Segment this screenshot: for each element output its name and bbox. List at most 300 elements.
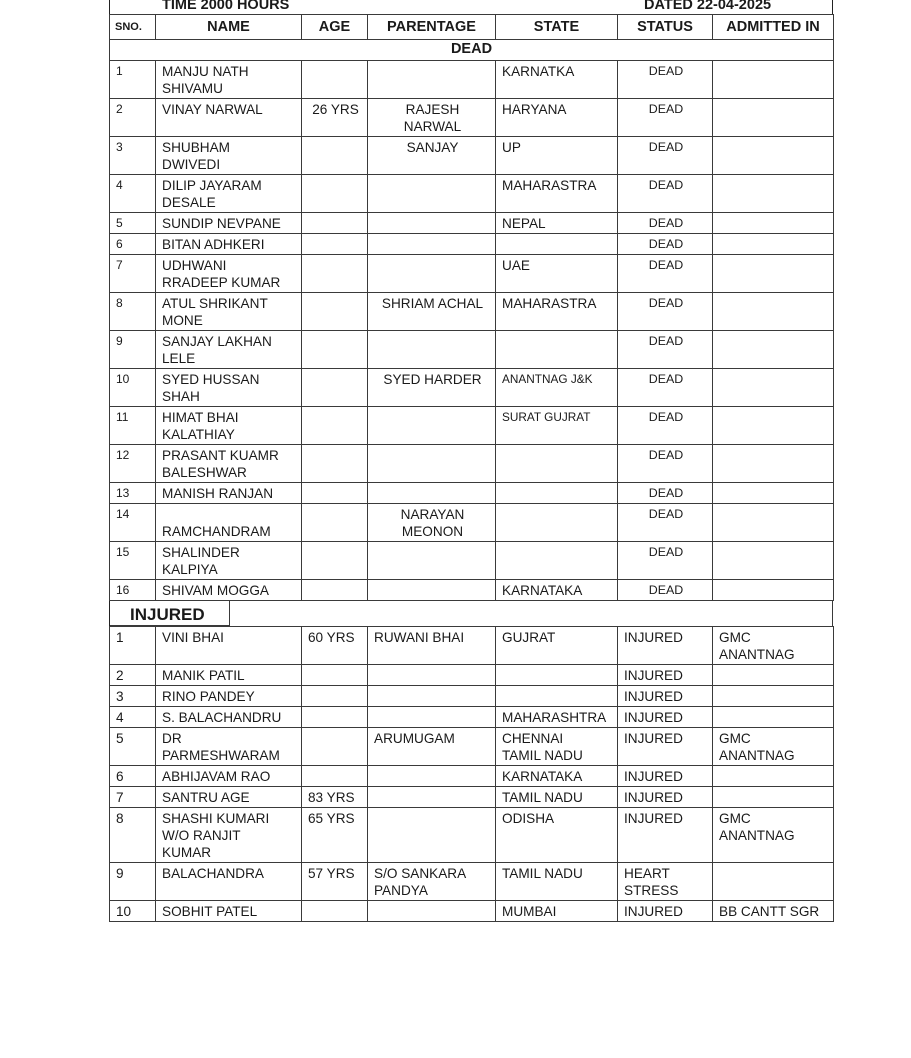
cell-name (156, 369, 302, 407)
cell-admitted-line: GMC (719, 811, 751, 826)
cell-age (302, 665, 368, 686)
cell-admitted-line: ANANTNAG (719, 647, 795, 662)
cell-state (496, 686, 618, 707)
cell-name (156, 137, 302, 175)
table-row (110, 665, 834, 686)
cell-name-line: BITAN ADHKERI (162, 237, 265, 252)
cell-status-line: INJURED (624, 769, 683, 784)
table-row (110, 901, 834, 922)
cell-admitted (713, 445, 834, 483)
cell-admitted (713, 99, 834, 137)
cell-name (156, 99, 302, 137)
cell-parentage (368, 665, 496, 686)
col-header-admitted: ADMITTED IN (713, 15, 834, 40)
cell-name-line: RRADEEP KUMAR (162, 275, 281, 290)
cell-sno: 7 (110, 255, 156, 293)
cell-admitted-line: ANANTNAG (719, 748, 795, 763)
cell-parentage (368, 766, 496, 787)
cell-name (156, 504, 302, 542)
cell-admitted (713, 863, 834, 901)
casualty-list-document (109, 0, 833, 922)
table-row (110, 445, 834, 483)
cell-status-line: INJURED (624, 689, 683, 704)
cell-sno: 4 (110, 707, 156, 728)
col-header-name: NAME (156, 15, 302, 40)
cell-state: KARNATAKA (496, 580, 618, 601)
cell-status: DEAD (618, 175, 713, 213)
cell-name-line: SHASHI KUMARI (162, 811, 270, 826)
cell-parentage (368, 213, 496, 234)
cell-sno: 10 (110, 901, 156, 922)
dead-section-title: DEAD (110, 40, 834, 61)
cell-sno: 15 (110, 542, 156, 580)
cell-name (156, 483, 302, 504)
cell-admitted (713, 293, 834, 331)
cell-name-line: BALESHWAR (162, 465, 247, 480)
cell-status: DEAD (618, 255, 713, 293)
cell-admitted-line: GMC (719, 731, 751, 746)
table-row (110, 175, 834, 213)
cell-name (156, 407, 302, 445)
injured-section-header (109, 601, 833, 626)
cell-age: 83 YRS (302, 787, 368, 808)
col-header-parentage: PARENTAGE (368, 15, 496, 40)
cell-parentage (368, 728, 496, 766)
cell-status (618, 627, 713, 665)
cell-admitted (713, 331, 834, 369)
cell-parentage (368, 627, 496, 665)
cell-age (302, 504, 368, 542)
cell-state (496, 707, 618, 728)
cell-name-line: LELE (162, 351, 196, 366)
cell-state (496, 504, 618, 542)
cell-status: DEAD (618, 445, 713, 483)
cell-admitted (713, 504, 834, 542)
cell-admitted (713, 707, 834, 728)
cell-sno: 5 (110, 728, 156, 766)
cell-sno: 16 (110, 580, 156, 601)
cell-name-line: SHALINDER (162, 545, 240, 560)
cell-state: MAHARASTRA (496, 175, 618, 213)
cell-name-line: MANJU NATH (162, 64, 249, 79)
table-row (110, 331, 834, 369)
cell-name (156, 901, 302, 922)
document-header (109, 0, 833, 14)
cell-age (302, 707, 368, 728)
cell-status-line: HEART (624, 866, 670, 881)
cell-sno: 1 (110, 627, 156, 665)
cell-name-line: ABHIJAVAM RAO (162, 769, 271, 784)
cell-sno: 7 (110, 787, 156, 808)
cell-age (302, 483, 368, 504)
cell-parentage (368, 542, 496, 580)
cell-sno: 14 (110, 504, 156, 542)
cell-name-line: SANJAY LAKHAN (162, 334, 272, 349)
cell-state-line: KARNATAKA (502, 769, 583, 784)
cell-age (302, 766, 368, 787)
cell-status: DEAD (618, 213, 713, 234)
cell-age (302, 901, 368, 922)
injured-table (109, 626, 834, 922)
cell-sno: 11 (110, 407, 156, 445)
table-row (110, 542, 834, 580)
cell-parentage-line: RAJESH (405, 102, 460, 117)
cell-status-line: INJURED (624, 790, 683, 805)
cell-sno: 9 (110, 331, 156, 369)
cell-parentage (368, 445, 496, 483)
table-row (110, 213, 834, 234)
cell-state (496, 234, 618, 255)
cell-state (496, 627, 618, 665)
cell-age (302, 445, 368, 483)
cell-status (618, 665, 713, 686)
cell-status: DEAD (618, 293, 713, 331)
cell-parentage (368, 901, 496, 922)
cell-admitted (713, 808, 834, 863)
cell-name-line: MANIK PATIL (162, 668, 245, 683)
cell-name-line: PARMESHWARAM (162, 748, 280, 763)
cell-name-line: SHAH (162, 389, 200, 404)
cell-parentage (368, 580, 496, 601)
cell-state (496, 331, 618, 369)
cell-status: DEAD (618, 234, 713, 255)
cell-name-line: DR (162, 731, 182, 746)
cell-age (302, 234, 368, 255)
cell-state-line: CHENNAI (502, 731, 564, 746)
cell-status (618, 901, 713, 922)
cell-admitted (713, 213, 834, 234)
cell-age (302, 542, 368, 580)
cell-name (156, 665, 302, 686)
cell-admitted-line: GMC (719, 630, 751, 645)
cell-state-line: MAHARASHTRA (502, 710, 607, 725)
cell-parentage (368, 255, 496, 293)
cell-name (156, 707, 302, 728)
cell-age: 26 YRS (302, 99, 368, 137)
cell-parentage (368, 369, 496, 407)
cell-admitted (713, 665, 834, 686)
table-row (110, 137, 834, 175)
cell-state-line: TAMIL NADU (502, 748, 583, 763)
cell-admitted (713, 542, 834, 580)
cell-state: UAE (496, 255, 618, 293)
cell-age: 60 YRS (302, 627, 368, 665)
table-row (110, 627, 834, 665)
cell-admitted (713, 627, 834, 665)
cell-parentage-line: MEONON (401, 524, 464, 539)
cell-state: UP (496, 137, 618, 175)
column-header-row (110, 15, 834, 40)
cell-parentage-line: RUWANI BHAI (374, 630, 465, 645)
report-date: DATED 22-04-2025 (644, 0, 772, 13)
cell-name (156, 787, 302, 808)
cell-name-line: DWIVEDI (162, 157, 221, 172)
cell-admitted (713, 787, 834, 808)
cell-status-line: STRESS (624, 883, 679, 898)
cell-name-line: KALATHIAY (162, 427, 235, 442)
cell-admitted (713, 407, 834, 445)
cell-state (496, 665, 618, 686)
cell-status (618, 728, 713, 766)
cell-name-line: HIMAT BHAI (162, 410, 239, 425)
cell-sno: 8 (110, 808, 156, 863)
cell-admitted (713, 580, 834, 601)
cell-admitted (713, 175, 834, 213)
col-header-state: STATE (496, 15, 618, 40)
cell-sno: 6 (110, 766, 156, 787)
col-header-age: AGE (302, 15, 368, 40)
cell-age (302, 293, 368, 331)
cell-name-line (162, 506, 297, 523)
cell-name-line: KALPIYA (162, 562, 218, 577)
cell-state (496, 766, 618, 787)
cell-status: DEAD (618, 542, 713, 580)
cell-status (618, 863, 713, 901)
table-row (110, 99, 834, 137)
cell-admitted-line: ANANTNAG (719, 828, 795, 843)
cell-name (156, 234, 302, 255)
cell-sno: 8 (110, 293, 156, 331)
cell-age: 57 YRS (302, 863, 368, 901)
cell-sno: 4 (110, 175, 156, 213)
table-row (110, 61, 834, 99)
cell-parentage (368, 808, 496, 863)
cell-admitted (713, 137, 834, 175)
cell-name-line: SOBHIT PATEL (162, 904, 258, 919)
cell-name (156, 293, 302, 331)
cell-status-line: INJURED (624, 904, 683, 919)
cell-name-line: DESALE (162, 195, 216, 210)
cell-name (156, 255, 302, 293)
cell-age (302, 686, 368, 707)
cell-status: DEAD (618, 61, 713, 99)
cell-sno: 3 (110, 686, 156, 707)
cell-sno: 5 (110, 213, 156, 234)
cell-parentage (368, 504, 496, 542)
cell-sno: 1 (110, 61, 156, 99)
cell-status (618, 808, 713, 863)
cell-name (156, 580, 302, 601)
cell-age (302, 331, 368, 369)
cell-parentage-line: S/O SANKARA (374, 866, 467, 881)
table-row (110, 766, 834, 787)
cell-status (618, 787, 713, 808)
cell-status: DEAD (618, 580, 713, 601)
cell-state (496, 863, 618, 901)
col-header-status: STATUS (618, 15, 713, 40)
cell-name-line: ATUL SHRIKANT (162, 296, 268, 311)
cell-name (156, 863, 302, 901)
table-row (110, 255, 834, 293)
cell-parentage (368, 61, 496, 99)
cell-parentage (368, 99, 496, 137)
cell-status (618, 686, 713, 707)
table-row (110, 728, 834, 766)
cell-status: DEAD (618, 483, 713, 504)
cell-status: DEAD (618, 99, 713, 137)
cell-age (302, 580, 368, 601)
cell-parentage (368, 137, 496, 175)
cell-status (618, 707, 713, 728)
cell-admitted (713, 369, 834, 407)
cell-state-line: MUMBAI (502, 904, 557, 919)
table-row (110, 293, 834, 331)
cell-status: DEAD (618, 331, 713, 369)
cell-sno: 12 (110, 445, 156, 483)
cell-age (302, 728, 368, 766)
cell-admitted (713, 483, 834, 504)
cell-name (156, 686, 302, 707)
table-row (110, 369, 834, 407)
cell-name (156, 627, 302, 665)
cell-sno: 13 (110, 483, 156, 504)
cell-sno: 6 (110, 234, 156, 255)
cell-parentage (368, 331, 496, 369)
cell-state (496, 901, 618, 922)
cell-name-line: SHUBHAM (162, 140, 230, 155)
cell-age (302, 255, 368, 293)
cell-state-line: TAMIL NADU (502, 866, 583, 881)
cell-name-line: DILIP JAYARAM (162, 178, 262, 193)
cell-parentage-line: SHRIAM ACHAL (381, 296, 484, 311)
dead-table (109, 14, 834, 601)
table-row (110, 863, 834, 901)
cell-state (496, 728, 618, 766)
cell-name (156, 331, 302, 369)
cell-parentage (368, 787, 496, 808)
cell-name-line: SANTRU AGE (162, 790, 250, 805)
cell-name (156, 808, 302, 863)
cell-state-line: TAMIL NADU (502, 790, 583, 805)
injured-rows (110, 627, 834, 922)
table-row (110, 504, 834, 542)
cell-parentage-line: NARAYAN (400, 507, 465, 522)
cell-sno: 2 (110, 99, 156, 137)
cell-state (496, 808, 618, 863)
cell-status-line: INJURED (624, 811, 683, 826)
cell-state (496, 483, 618, 504)
table-row (110, 707, 834, 728)
cell-parentage (368, 234, 496, 255)
cell-age (302, 61, 368, 99)
cell-name (156, 213, 302, 234)
cell-name-line: VINAY NARWAL (162, 102, 263, 117)
injured-section-title: INJURED (110, 601, 230, 626)
cell-admitted-line: BB CANTT SGR (719, 904, 820, 919)
cell-name-line: UDHWANI (162, 258, 227, 273)
table-row (110, 234, 834, 255)
cell-state: HARYANA (496, 99, 618, 137)
cell-name-line: PRASANT KUAMR (162, 448, 279, 463)
cell-age: 65 YRS (302, 808, 368, 863)
cell-state (496, 787, 618, 808)
report-time: TIME 2000 HOURS (162, 0, 290, 13)
cell-parentage-line: NARWAL (403, 119, 462, 134)
cell-sno: 3 (110, 137, 156, 175)
cell-name-line: W/O RANJIT (162, 828, 241, 843)
cell-state: SURAT GUJRAT (496, 407, 618, 445)
cell-admitted (713, 686, 834, 707)
cell-parentage (368, 686, 496, 707)
cell-status (618, 766, 713, 787)
cell-status-line: INJURED (624, 710, 683, 725)
cell-admitted (713, 901, 834, 922)
cell-name-line: SHIVAMU (162, 81, 223, 96)
cell-state (496, 542, 618, 580)
cell-parentage-line: SANJAY (406, 140, 459, 155)
cell-name (156, 766, 302, 787)
cell-name-line: KUMAR (162, 845, 212, 860)
cell-state: MAHARASTRA (496, 293, 618, 331)
cell-parentage-line: SYED HARDER (383, 372, 482, 387)
cell-status: DEAD (618, 504, 713, 542)
table-row (110, 808, 834, 863)
cell-age (302, 175, 368, 213)
table-row (110, 407, 834, 445)
cell-parentage (368, 707, 496, 728)
cell-name-line: MANISH RANJAN (162, 486, 274, 501)
dead-section-row (110, 40, 834, 61)
cell-name-line: SYED HUSSAN (162, 372, 260, 387)
cell-age (302, 137, 368, 175)
cell-name-line: BALACHANDRA (162, 866, 264, 881)
cell-admitted (713, 234, 834, 255)
cell-sno: 2 (110, 665, 156, 686)
table-row (110, 580, 834, 601)
cell-status-line: INJURED (624, 630, 683, 645)
cell-parentage (368, 293, 496, 331)
table-row (110, 686, 834, 707)
cell-name-line: SUNDIP NEVPANE (162, 216, 281, 231)
cell-state: KARNATKA (496, 61, 618, 99)
cell-status: DEAD (618, 407, 713, 445)
cell-status: DEAD (618, 369, 713, 407)
cell-state: NEPAL (496, 213, 618, 234)
cell-name (156, 728, 302, 766)
cell-name-line: S. BALACHANDRU (162, 710, 282, 725)
cell-state (496, 445, 618, 483)
cell-sno: 10 (110, 369, 156, 407)
table-row (110, 483, 834, 504)
cell-parentage (368, 483, 496, 504)
cell-name-line: MONE (162, 313, 203, 328)
cell-state: ANANTNAG J&K (496, 369, 618, 407)
cell-age (302, 369, 368, 407)
cell-status-line: INJURED (624, 731, 683, 746)
cell-name (156, 61, 302, 99)
cell-admitted (713, 728, 834, 766)
cell-name (156, 175, 302, 213)
cell-age (302, 213, 368, 234)
cell-name-line: SHIVAM MOGGA (162, 583, 269, 598)
cell-parentage-line: PANDYA (374, 883, 428, 898)
cell-name-line: RINO PANDEY (162, 689, 255, 704)
cell-name-line: RAMCHANDRAM (162, 524, 271, 539)
cell-parentage (368, 863, 496, 901)
col-header-sno: SNO. (110, 15, 156, 40)
cell-parentage (368, 407, 496, 445)
cell-status-line: INJURED (624, 668, 683, 683)
cell-parentage-line: ARUMUGAM (374, 731, 455, 746)
cell-admitted (713, 255, 834, 293)
cell-status: DEAD (618, 137, 713, 175)
cell-admitted (713, 766, 834, 787)
cell-admitted (713, 61, 834, 99)
table-row (110, 787, 834, 808)
dead-rows (110, 61, 834, 601)
cell-state-line: ODISHA (502, 811, 555, 826)
cell-sno: 9 (110, 863, 156, 901)
